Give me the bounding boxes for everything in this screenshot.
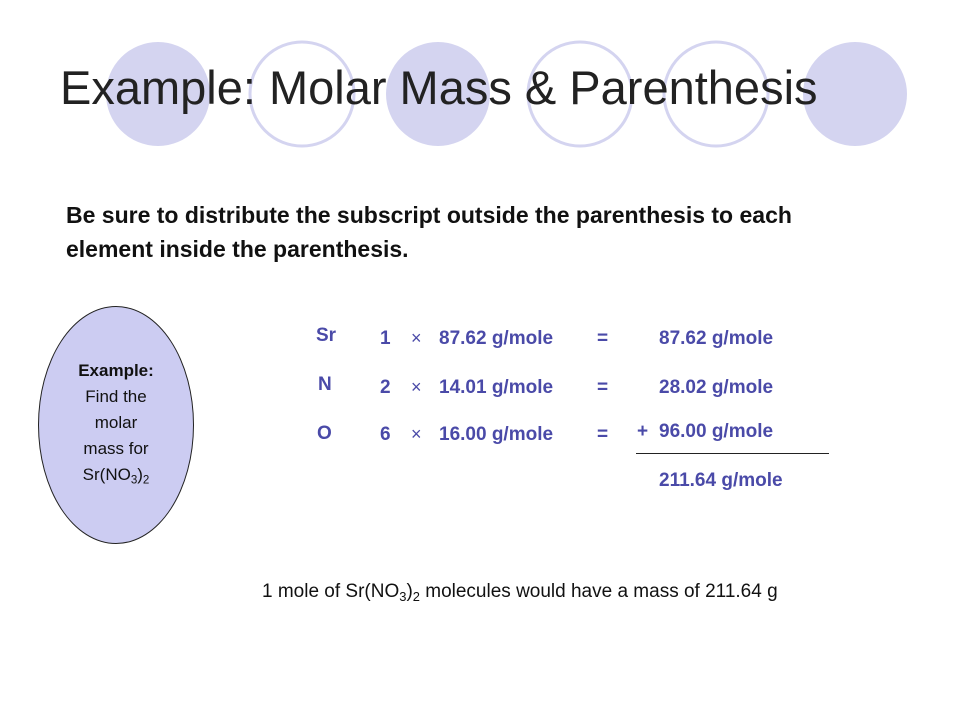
atom-count: 6 (380, 424, 391, 445)
instruction-text: Be sure to distribute the subscript outside the parenthesis to each element inside the parenthesis. (66, 202, 792, 262)
atomic-mass: 16.00 g/mole (439, 424, 554, 445)
equals-sign: = (597, 328, 609, 349)
conclusion-subscript-2: 2 (412, 588, 420, 604)
multiply-sign: × (411, 424, 422, 444)
formula-paren: ) (137, 465, 143, 484)
total-mass: 211.64 g/mole (659, 470, 783, 491)
atomic-mass: 14.01 g/mole (439, 377, 554, 398)
mass-product: 96.00 g/mole (659, 421, 774, 442)
sum-line (636, 453, 829, 454)
atom-count: 2 (380, 377, 391, 398)
example-formula (38, 462, 194, 488)
slide-title: Example: Molar Mass & Parenthesis (60, 61, 818, 114)
conclusion-prefix: 1 mole of Sr(NO (262, 581, 400, 602)
formula-subscript-2: 2 (142, 474, 150, 487)
conclusion-statement (262, 581, 778, 603)
multiply-sign: × (411, 328, 422, 348)
equals-sign: = (597, 424, 609, 445)
filled-circle (803, 42, 907, 146)
formula-prefix: Sr(NO (82, 465, 131, 484)
mass-product: 28.02 g/mole (659, 377, 774, 398)
atom-count: 1 (380, 328, 391, 349)
multiply-sign: × (411, 377, 422, 397)
equals-sign: = (597, 377, 609, 398)
example-line-2: molar (94, 413, 138, 432)
element-symbol: Sr (316, 325, 337, 346)
formula-subscript-1: 3 (130, 474, 138, 487)
example-line-3: mass for (83, 439, 149, 458)
example-line-1: Find the (85, 387, 147, 406)
conclusion-paren: ) (406, 581, 413, 602)
example-heading: Example: (78, 361, 154, 380)
conclusion-suffix: molecules would have a mass of 211.64 g (419, 581, 778, 602)
example-oval-text (38, 358, 194, 488)
conclusion-subscript-1: 3 (399, 588, 407, 604)
plus-sign: + (637, 421, 649, 442)
element-symbol: O (317, 423, 332, 444)
mass-product: 87.62 g/mole (659, 328, 774, 349)
element-symbol: N (318, 374, 332, 395)
atomic-mass: 87.62 g/mole (439, 328, 554, 349)
